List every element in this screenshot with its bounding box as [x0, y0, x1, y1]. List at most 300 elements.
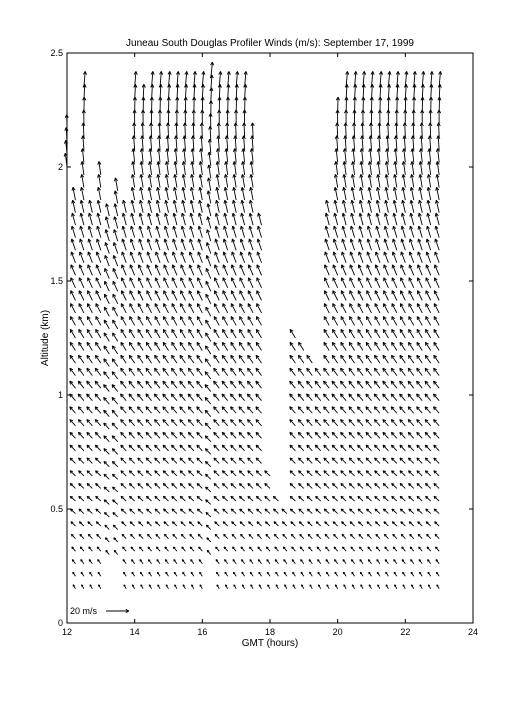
- wind-vector: [307, 355, 312, 363]
- wind-vector: [358, 291, 363, 301]
- wind-vector: [104, 436, 110, 442]
- wind-vector: [122, 226, 126, 238]
- wind-vector: [392, 278, 397, 288]
- wind-vector: [163, 471, 168, 476]
- wind-vector: [188, 445, 193, 451]
- wind-vector: [274, 522, 279, 526]
- wind-vector: [79, 509, 84, 514]
- wind-vector: [88, 239, 92, 250]
- wind-vector: [241, 187, 245, 200]
- wind-vector: [344, 123, 347, 138]
- wind-vector: [189, 509, 194, 514]
- wind-vector: [70, 394, 76, 401]
- wind-vector: [307, 381, 313, 388]
- wind-vector: [180, 342, 185, 350]
- wind-vector: [428, 161, 431, 175]
- wind-vector: [225, 136, 228, 150]
- wind-vector: [358, 432, 364, 438]
- wind-vector: [256, 471, 261, 476]
- wind-vector: [106, 204, 110, 216]
- wind-vector: [249, 252, 253, 263]
- wind-vector: [249, 547, 253, 551]
- wind-vector: [199, 200, 203, 212]
- wind-vector: [182, 547, 186, 551]
- wind-vector: [325, 239, 329, 250]
- wind-vector: [224, 200, 228, 212]
- wind-vector: [247, 394, 253, 401]
- wind-vector: [140, 161, 143, 175]
- wind-vector: [234, 123, 237, 138]
- wind-vector: [332, 483, 337, 488]
- wind-vector: [164, 226, 168, 238]
- wind-vector: [140, 560, 143, 564]
- wind-vector: [391, 420, 397, 426]
- wind-vector: [436, 174, 439, 187]
- wind-vector: [425, 445, 430, 451]
- wind-vector: [384, 226, 388, 238]
- wind-vector: [292, 547, 296, 551]
- wind-vector: [95, 445, 100, 451]
- wind-vector: [374, 420, 380, 426]
- wind-vector: [394, 572, 397, 576]
- wind-vector: [332, 355, 337, 363]
- wind-vector: [242, 161, 245, 175]
- wind-vector: [104, 487, 109, 492]
- wind-vector: [375, 278, 380, 288]
- wind-vector: [79, 522, 84, 526]
- wind-vector: [81, 149, 84, 163]
- wind-vector: [419, 200, 423, 212]
- wind-vector: [230, 394, 236, 401]
- wind-vector: [366, 483, 371, 488]
- wind-vector: [250, 161, 253, 175]
- wind-vector: [222, 458, 227, 464]
- wind-vector: [141, 585, 143, 589]
- x-tick-label: 22: [400, 627, 411, 637]
- wind-vector: [358, 471, 363, 476]
- wind-vector: [240, 252, 244, 263]
- wind-vector: [341, 458, 346, 464]
- wind-vector: [325, 534, 329, 538]
- wind-vector: [88, 534, 92, 538]
- wind-vector: [239, 458, 244, 464]
- wind-vector: [383, 316, 388, 325]
- wind-vector: [231, 278, 236, 288]
- wind-vector: [324, 432, 330, 438]
- wind-vector: [70, 458, 75, 464]
- wind-vector: [99, 585, 101, 589]
- wind-vector: [183, 572, 186, 576]
- wind-vector: [214, 381, 220, 388]
- wind-vector: [141, 123, 144, 138]
- wind-vector: [391, 355, 396, 363]
- wind-vector: [290, 368, 296, 375]
- wind-vector: [104, 333, 109, 342]
- wind-vector: [324, 445, 329, 451]
- wind-vector: [197, 355, 202, 363]
- wind-vector: [96, 278, 101, 288]
- wind-vector: [384, 265, 389, 276]
- wind-vector: [148, 560, 151, 564]
- wind-vector: [434, 496, 439, 501]
- wind-vector: [216, 149, 219, 163]
- wind-vector: [343, 174, 346, 187]
- wind-vector: [366, 342, 371, 350]
- wind-vector: [148, 200, 152, 212]
- wind-vector: [316, 496, 321, 501]
- wind-vector: [205, 436, 211, 442]
- wind-vector: [231, 329, 236, 338]
- wind-vector: [290, 407, 296, 414]
- wind-vector: [248, 342, 253, 350]
- wind-vector: [257, 252, 261, 263]
- wind-vector: [436, 547, 440, 551]
- wind-vector: [402, 161, 405, 175]
- wind-vector: [96, 291, 101, 301]
- wind-vector: [123, 572, 126, 576]
- wind-vector: [350, 534, 354, 538]
- wind-vector: [298, 471, 303, 476]
- wind-vector: [129, 483, 134, 488]
- wind-vector: [259, 572, 262, 576]
- wind-vector: [89, 200, 93, 212]
- wind-vector: [129, 381, 135, 388]
- wind-vector: [386, 149, 389, 163]
- wind-vector: [360, 161, 363, 175]
- wind-vector: [375, 329, 380, 338]
- wind-vector: [112, 346, 117, 354]
- wind-vector: [70, 432, 76, 438]
- wind-vector: [214, 316, 219, 325]
- wind-vector: [400, 509, 405, 514]
- wind-vector: [165, 174, 168, 187]
- wind-vector: [95, 407, 101, 414]
- wind-vector: [376, 547, 380, 551]
- y-axis: [50, 48, 473, 628]
- wind-vector: [392, 509, 397, 514]
- wind-vector: [183, 149, 186, 163]
- wind-vector: [284, 560, 287, 564]
- wind-vector: [341, 509, 346, 514]
- wind-vector: [401, 226, 405, 238]
- wind-vector: [206, 525, 210, 529]
- wind-vector: [341, 471, 346, 476]
- wind-vector: [385, 560, 388, 564]
- wind-vector: [138, 316, 143, 325]
- wind-vector: [307, 407, 313, 414]
- wind-vector: [341, 432, 347, 438]
- wind-vector: [341, 342, 346, 350]
- wind-vector: [87, 342, 92, 350]
- wind-vector: [401, 265, 406, 276]
- wind-vector: [190, 534, 194, 538]
- wind-vector: [358, 496, 363, 501]
- wind-vector: [215, 213, 219, 225]
- wind-vector: [205, 449, 210, 455]
- wind-vector: [385, 161, 388, 175]
- wind-vector: [256, 355, 261, 363]
- wind-vector: [366, 509, 371, 514]
- wind-vector: [266, 534, 270, 538]
- wind-vector: [231, 355, 236, 363]
- wind-vector: [358, 509, 363, 514]
- wind-vector: [225, 560, 228, 564]
- wind-vector: [129, 445, 134, 451]
- wind-vector: [383, 420, 389, 426]
- wind-vector: [206, 281, 211, 291]
- wind-vector: [174, 149, 177, 163]
- y-tick-label: 2: [57, 162, 63, 172]
- wind-vector: [358, 316, 363, 325]
- wind-vector: [146, 458, 151, 464]
- wind-vector: [401, 252, 405, 263]
- wind-vector: [190, 226, 194, 238]
- wind-vector: [130, 304, 135, 313]
- wind-vector: [375, 522, 380, 526]
- wind-vector: [239, 420, 245, 426]
- wind-vector: [146, 496, 151, 501]
- wind-vector: [403, 149, 406, 163]
- wind-vector: [250, 560, 253, 564]
- wind-vector: [129, 420, 135, 426]
- wind-vector: [121, 381, 127, 388]
- wind-vector: [105, 268, 110, 278]
- wind-vector: [190, 213, 194, 225]
- wind-vector: [216, 547, 220, 551]
- wind-vector: [130, 252, 134, 263]
- wind-vector: [155, 509, 160, 514]
- wind-vector: [188, 420, 194, 426]
- wind-vector: [72, 200, 76, 212]
- wind-vector: [155, 522, 160, 526]
- wind-vector: [131, 560, 134, 564]
- wind-vector: [417, 304, 422, 313]
- wind-vector: [341, 496, 346, 501]
- wind-vector: [141, 136, 144, 150]
- wind-vector: [375, 291, 380, 301]
- wind-vector: [400, 394, 406, 401]
- wind-vector: [242, 149, 245, 163]
- wind-vector: [358, 458, 363, 464]
- wind-vector: [401, 534, 405, 538]
- wind-vector: [216, 560, 219, 564]
- wind-vector: [225, 572, 228, 576]
- wind-vector: [171, 394, 177, 401]
- wind-vector: [409, 239, 413, 250]
- wind-vector: [214, 420, 220, 426]
- wind-vector: [71, 252, 75, 263]
- wind-vector: [358, 342, 363, 350]
- wind-vector: [256, 394, 262, 401]
- wind-vector: [231, 291, 236, 301]
- wind-vector: [224, 534, 228, 538]
- wind-vector: [206, 512, 211, 517]
- wind-vector: [79, 278, 84, 288]
- wind-vector: [88, 522, 93, 526]
- wind-vector: [149, 136, 152, 150]
- wind-vector: [163, 329, 168, 338]
- wind-vector: [401, 278, 406, 288]
- wind-vector: [386, 585, 388, 589]
- wind-vector: [114, 178, 117, 191]
- wind-vector: [239, 342, 244, 350]
- wind-vector: [146, 432, 152, 438]
- wind-vector: [418, 534, 422, 538]
- wind-vector: [292, 560, 295, 564]
- wind-vector: [426, 316, 431, 325]
- wind-vector: [113, 512, 118, 517]
- wind-vector: [366, 458, 371, 464]
- wind-vector: [307, 471, 312, 476]
- wind-vector: [315, 445, 320, 451]
- wind-vector: [436, 560, 439, 564]
- wind-vector: [300, 534, 304, 538]
- wind-vector: [359, 547, 363, 551]
- wind-vector: [248, 278, 253, 288]
- wind-vector: [146, 342, 151, 350]
- wind-vector: [349, 458, 354, 464]
- wind-vector: [267, 572, 270, 576]
- wind-vector: [214, 483, 219, 488]
- wind-vector: [239, 368, 245, 375]
- wind-vector: [325, 226, 329, 238]
- wind-vector: [332, 394, 338, 401]
- wind-vector: [332, 342, 337, 350]
- wind-vector: [248, 432, 254, 438]
- wind-vector: [223, 316, 228, 325]
- wind-vector: [199, 187, 203, 200]
- wind-vector: [71, 278, 76, 288]
- wind-vector: [408, 381, 414, 388]
- wind-vector: [434, 278, 439, 288]
- wind-vector: [383, 368, 389, 375]
- wind-vector: [112, 461, 117, 466]
- wind-vector: [140, 149, 143, 163]
- wind-vector: [391, 445, 396, 451]
- wind-vector: [197, 329, 202, 338]
- wind-vector: [189, 483, 194, 488]
- wind-vector: [207, 230, 211, 242]
- wind-vector: [434, 471, 439, 476]
- wind-vector: [130, 316, 135, 325]
- wind-vector: [188, 432, 194, 438]
- wind-vector: [402, 200, 406, 212]
- wind-vector: [139, 547, 143, 551]
- wind-vector: [266, 547, 270, 551]
- wind-vector: [437, 123, 440, 138]
- wind-vector: [332, 407, 338, 414]
- wind-vector: [384, 278, 389, 288]
- wind-vector: [175, 123, 178, 138]
- wind-vector: [147, 226, 151, 238]
- wind-vector: [231, 471, 236, 476]
- wind-vector: [256, 420, 262, 426]
- wind-vector: [214, 496, 219, 501]
- wind-vector: [88, 213, 92, 225]
- wind-vector: [257, 304, 262, 313]
- wind-vector: [391, 458, 396, 464]
- wind-vector: [409, 265, 414, 276]
- wind-vector: [409, 304, 414, 313]
- wind-vector: [164, 534, 168, 538]
- wind-vector: [425, 432, 431, 438]
- wind-vector: [104, 449, 109, 455]
- wind-vector: [350, 291, 355, 301]
- wind-vector: [400, 381, 406, 388]
- wind-vector: [138, 291, 143, 301]
- wind-vector: [334, 174, 337, 187]
- wind-vector: [291, 522, 296, 526]
- wind-vector: [251, 136, 254, 150]
- wind-vector: [393, 226, 397, 238]
- wind-vector: [349, 483, 354, 488]
- wind-vector: [336, 123, 339, 138]
- wind-vector: [104, 307, 109, 316]
- wind-vector: [113, 500, 118, 505]
- wind-vector: [308, 534, 312, 538]
- wind-vector: [428, 149, 431, 163]
- wind-vector: [425, 368, 431, 375]
- wind-vector: [257, 278, 262, 288]
- wind-vector: [79, 496, 84, 501]
- wind-vector: [198, 265, 203, 276]
- wind-vector: [290, 355, 295, 363]
- wind-vector: [403, 136, 406, 150]
- wind-vector: [70, 316, 75, 325]
- wind-vector: [250, 572, 253, 576]
- wind-vector: [276, 585, 278, 589]
- wind-vector: [428, 560, 431, 564]
- wind-vector: [105, 230, 109, 242]
- wind-vector: [197, 496, 202, 501]
- wind-vector: [121, 342, 126, 350]
- wind-vector: [88, 252, 92, 263]
- wind-vector: [122, 265, 127, 276]
- wind-vector: [248, 355, 253, 363]
- wind-vector: [123, 560, 126, 564]
- wind-vector: [97, 547, 101, 551]
- wind-vector: [375, 265, 380, 276]
- wind-vector: [164, 252, 168, 263]
- wind-vector: [434, 432, 440, 438]
- wind-vector: [375, 496, 380, 501]
- wind-vector: [129, 458, 134, 464]
- wind-vector: [333, 265, 338, 276]
- wind-vector: [70, 445, 75, 451]
- wind-vector: [197, 471, 202, 476]
- wind-vector: [349, 420, 355, 426]
- wind-vector: [163, 509, 168, 514]
- wind-vector: [214, 342, 219, 350]
- wind-vector: [417, 329, 422, 338]
- wind-vector: [434, 329, 439, 338]
- wind-vector: [408, 445, 413, 451]
- wind-vectors: [64, 62, 442, 589]
- wind-vector: [290, 420, 296, 426]
- wind-vector: [427, 213, 431, 225]
- wind-vector: [87, 355, 92, 363]
- wind-vector: [65, 115, 68, 130]
- wind-vector: [351, 213, 355, 225]
- wind-vector: [154, 420, 160, 426]
- wind-vector: [171, 432, 177, 438]
- wind-vector: [251, 123, 254, 138]
- wind-vector: [216, 174, 219, 187]
- wind-vector: [427, 547, 431, 551]
- wind-vector: [232, 213, 236, 225]
- wind-vector: [369, 572, 372, 576]
- wind-vector: [233, 161, 236, 175]
